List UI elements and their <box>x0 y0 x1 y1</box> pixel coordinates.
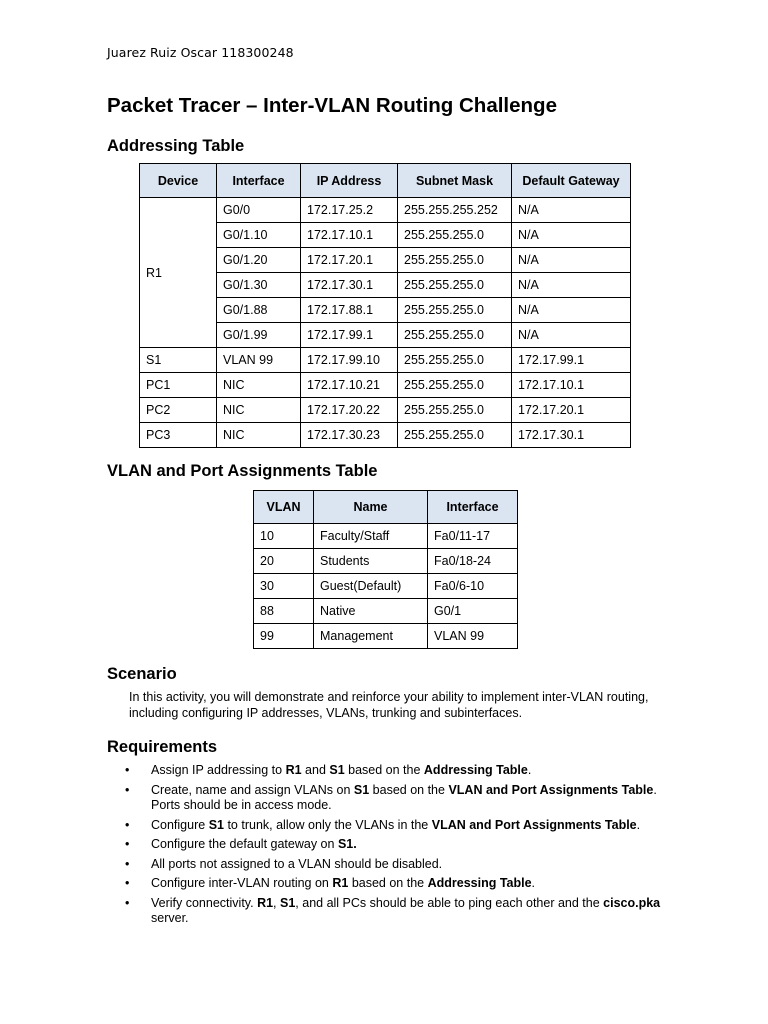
bullet-icon: • <box>125 876 130 890</box>
requirement-text <box>151 857 687 873</box>
vlan-interface-cell: Fa0/6-10 <box>428 574 518 599</box>
gateway-cell: N/A <box>512 223 631 248</box>
ip-address-cell: 172.17.25.2 <box>301 198 398 223</box>
requirement-text <box>151 763 687 779</box>
requirement-text <box>151 818 687 834</box>
vlan-name-cell: Faculty/Staff <box>314 524 428 549</box>
table-row <box>254 624 518 649</box>
text-run: based on the <box>348 876 428 890</box>
subnet-mask-cell: 255.255.255.0 <box>398 398 512 423</box>
table-row <box>140 373 631 398</box>
interface-cell: NIC <box>217 398 301 423</box>
table-row <box>140 398 631 423</box>
document-title: Packet Tracer – Inter-VLAN Routing Challenge <box>107 94 557 117</box>
ip-address-cell: 172.17.88.1 <box>301 298 398 323</box>
ip-address-cell: 172.17.30.1 <box>301 273 398 298</box>
list-item <box>107 876 687 892</box>
text-run: , <box>273 895 280 910</box>
list-item <box>107 763 687 779</box>
device-cell: PC1 <box>140 373 217 398</box>
vlan-table-heading: VLAN and Port Assignments Table <box>107 462 378 480</box>
interface-cell: G0/1.99 <box>217 323 301 348</box>
ip-address-cell: 172.17.99.1 <box>301 323 398 348</box>
text-run: , and all PCs should be able to ping each other and the <box>295 895 604 910</box>
vlan-interface-cell: VLAN 99 <box>428 624 518 649</box>
table-row <box>140 348 631 373</box>
text-run: Configure inter-VLAN routing on <box>151 876 333 890</box>
col-name: Name <box>314 491 428 524</box>
text-run: All ports not assigned to a VLAN should be disabled. <box>151 856 443 871</box>
bold-term: R1 <box>332 876 349 890</box>
bullet-icon: • <box>125 856 130 871</box>
device-cell: PC2 <box>140 398 217 423</box>
table-row <box>254 524 518 549</box>
text-run: . <box>531 876 536 890</box>
bold-term: S1 <box>208 817 224 832</box>
bold-term: S1 <box>353 782 370 797</box>
table-row <box>254 599 518 624</box>
vlan-id-cell: 20 <box>254 549 314 574</box>
gateway-cell: N/A <box>512 323 631 348</box>
subnet-mask-cell: 255.255.255.0 <box>398 323 512 348</box>
text-run: . Ports should be in access mode. <box>151 782 657 812</box>
list-item <box>107 818 687 834</box>
addressing-header-row <box>140 164 631 198</box>
bold-term: cisco.pka <box>603 895 661 910</box>
vlan-table-body <box>254 524 518 649</box>
requirements-heading: Requirements <box>107 738 218 756</box>
table-row <box>254 574 518 599</box>
vlan-id-cell: 88 <box>254 599 314 624</box>
text-run: based on the <box>344 763 424 777</box>
text-run: . <box>527 763 532 777</box>
bold-term: S1. <box>337 837 357 851</box>
subnet-mask-cell: 255.255.255.0 <box>398 373 512 398</box>
table-row <box>140 198 631 223</box>
addressing-table-heading: Addressing Table <box>107 137 245 155</box>
vlan-name-cell: Native <box>314 599 428 624</box>
col-device: Device <box>140 164 217 198</box>
text-run: based on the <box>369 782 449 797</box>
text-run: . <box>636 817 641 832</box>
interface-cell: G0/1.88 <box>217 298 301 323</box>
bold-term: S1 <box>329 763 345 777</box>
bold-term: VLAN and Port Assignments Table <box>431 817 637 832</box>
ip-address-cell: 172.17.10.21 <box>301 373 398 398</box>
interface-cell: VLAN 99 <box>217 348 301 373</box>
interface-cell: NIC <box>217 373 301 398</box>
subnet-mask-cell: 255.255.255.0 <box>398 298 512 323</box>
text-run: server. <box>151 911 189 925</box>
vlan-name-cell: Management <box>314 624 428 649</box>
interface-cell: G0/1.30 <box>217 273 301 298</box>
col-vlan: VLAN <box>254 491 314 524</box>
text-run: and <box>301 763 330 777</box>
bold-term: R1 <box>285 763 302 777</box>
col-vlan-interface: Interface <box>428 491 518 524</box>
list-item <box>107 783 687 814</box>
vlan-interface-cell: Fa0/11-17 <box>428 524 518 549</box>
interface-cell: G0/1.10 <box>217 223 301 248</box>
vlan-id-cell: 99 <box>254 624 314 649</box>
gateway-cell: 172.17.20.1 <box>512 398 631 423</box>
device-cell: S1 <box>140 348 217 373</box>
addressing-table-body <box>140 198 631 448</box>
gateway-cell: N/A <box>512 273 631 298</box>
bullet-icon: • <box>125 817 130 832</box>
bullet-icon: • <box>125 895 130 910</box>
vlan-interface-cell: G0/1 <box>428 599 518 624</box>
vlan-name-cell: Students <box>314 549 428 574</box>
vlan-name-cell: Guest(Default) <box>314 574 428 599</box>
device-cell: R1 <box>140 198 217 348</box>
ip-address-cell: 172.17.99.10 <box>301 348 398 373</box>
text-run: Configure the default gateway on <box>151 837 338 851</box>
gateway-cell: N/A <box>512 298 631 323</box>
bullet-icon: • <box>125 763 130 777</box>
subnet-mask-cell: 255.255.255.252 <box>398 198 512 223</box>
col-ip-address: IP Address <box>301 164 398 198</box>
vlan-header-row <box>254 491 518 524</box>
table-row <box>140 423 631 448</box>
interface-cell: NIC <box>217 423 301 448</box>
device-cell: PC3 <box>140 423 217 448</box>
gateway-cell: 172.17.99.1 <box>512 348 631 373</box>
gateway-cell: 172.17.30.1 <box>512 423 631 448</box>
text-run: to trunk, allow only the VLANs in the <box>223 817 432 832</box>
bold-term: S1 <box>280 895 296 910</box>
bullet-icon: • <box>125 837 130 851</box>
bold-term: R1 <box>257 895 274 910</box>
scenario-text: In this activity, you will demonstrate and reinforce your ability to implement inter-VLAN routing, including configuring IP addresses, VLANs, trunking and subinterfaces. <box>129 690 649 720</box>
subnet-mask-cell: 255.255.255.0 <box>398 273 512 298</box>
text-run: Configure <box>151 817 209 832</box>
col-default-gateway: Default Gateway <box>512 164 631 198</box>
subnet-mask-cell: 255.255.255.0 <box>398 248 512 273</box>
col-interface: Interface <box>217 164 301 198</box>
requirement-text <box>151 876 687 892</box>
requirement-text <box>151 896 687 927</box>
interface-cell: G0/0 <box>217 198 301 223</box>
interface-cell: G0/1.20 <box>217 248 301 273</box>
list-item <box>107 857 687 873</box>
vlan-id-cell: 10 <box>254 524 314 549</box>
bold-term: Addressing Table <box>427 876 532 890</box>
requirements-list <box>107 763 687 931</box>
table-row <box>254 549 518 574</box>
subnet-mask-cell: 255.255.255.0 <box>398 223 512 248</box>
text-run: Verify connectivity. <box>151 895 258 910</box>
ip-address-cell: 172.17.10.1 <box>301 223 398 248</box>
addressing-table <box>139 163 631 448</box>
scenario-heading: Scenario <box>107 665 177 683</box>
col-subnet-mask: Subnet Mask <box>398 164 512 198</box>
bold-term: VLAN and Port Assignments Table <box>448 782 654 797</box>
subnet-mask-cell: 255.255.255.0 <box>398 423 512 448</box>
requirement-text <box>151 837 687 853</box>
requirement-text <box>151 783 687 814</box>
ip-address-cell: 172.17.20.1 <box>301 248 398 273</box>
vlan-id-cell: 30 <box>254 574 314 599</box>
ip-address-cell: 172.17.30.23 <box>301 423 398 448</box>
subnet-mask-cell: 255.255.255.0 <box>398 348 512 373</box>
vlan-interface-cell: Fa0/18-24 <box>428 549 518 574</box>
gateway-cell: N/A <box>512 248 631 273</box>
list-item <box>107 837 687 853</box>
gateway-cell: 172.17.10.1 <box>512 373 631 398</box>
ip-address-cell: 172.17.20.22 <box>301 398 398 423</box>
bullet-icon: • <box>125 782 130 797</box>
vlan-port-table <box>253 490 518 649</box>
gateway-cell: N/A <box>512 198 631 223</box>
author-line: Juarez Ruiz Oscar 118300248 <box>107 45 294 60</box>
bold-term: Addressing Table <box>423 763 528 777</box>
list-item <box>107 896 687 927</box>
text-run: Create, name and assign VLANs on <box>151 782 354 797</box>
text-run: Assign IP addressing to <box>151 763 286 777</box>
